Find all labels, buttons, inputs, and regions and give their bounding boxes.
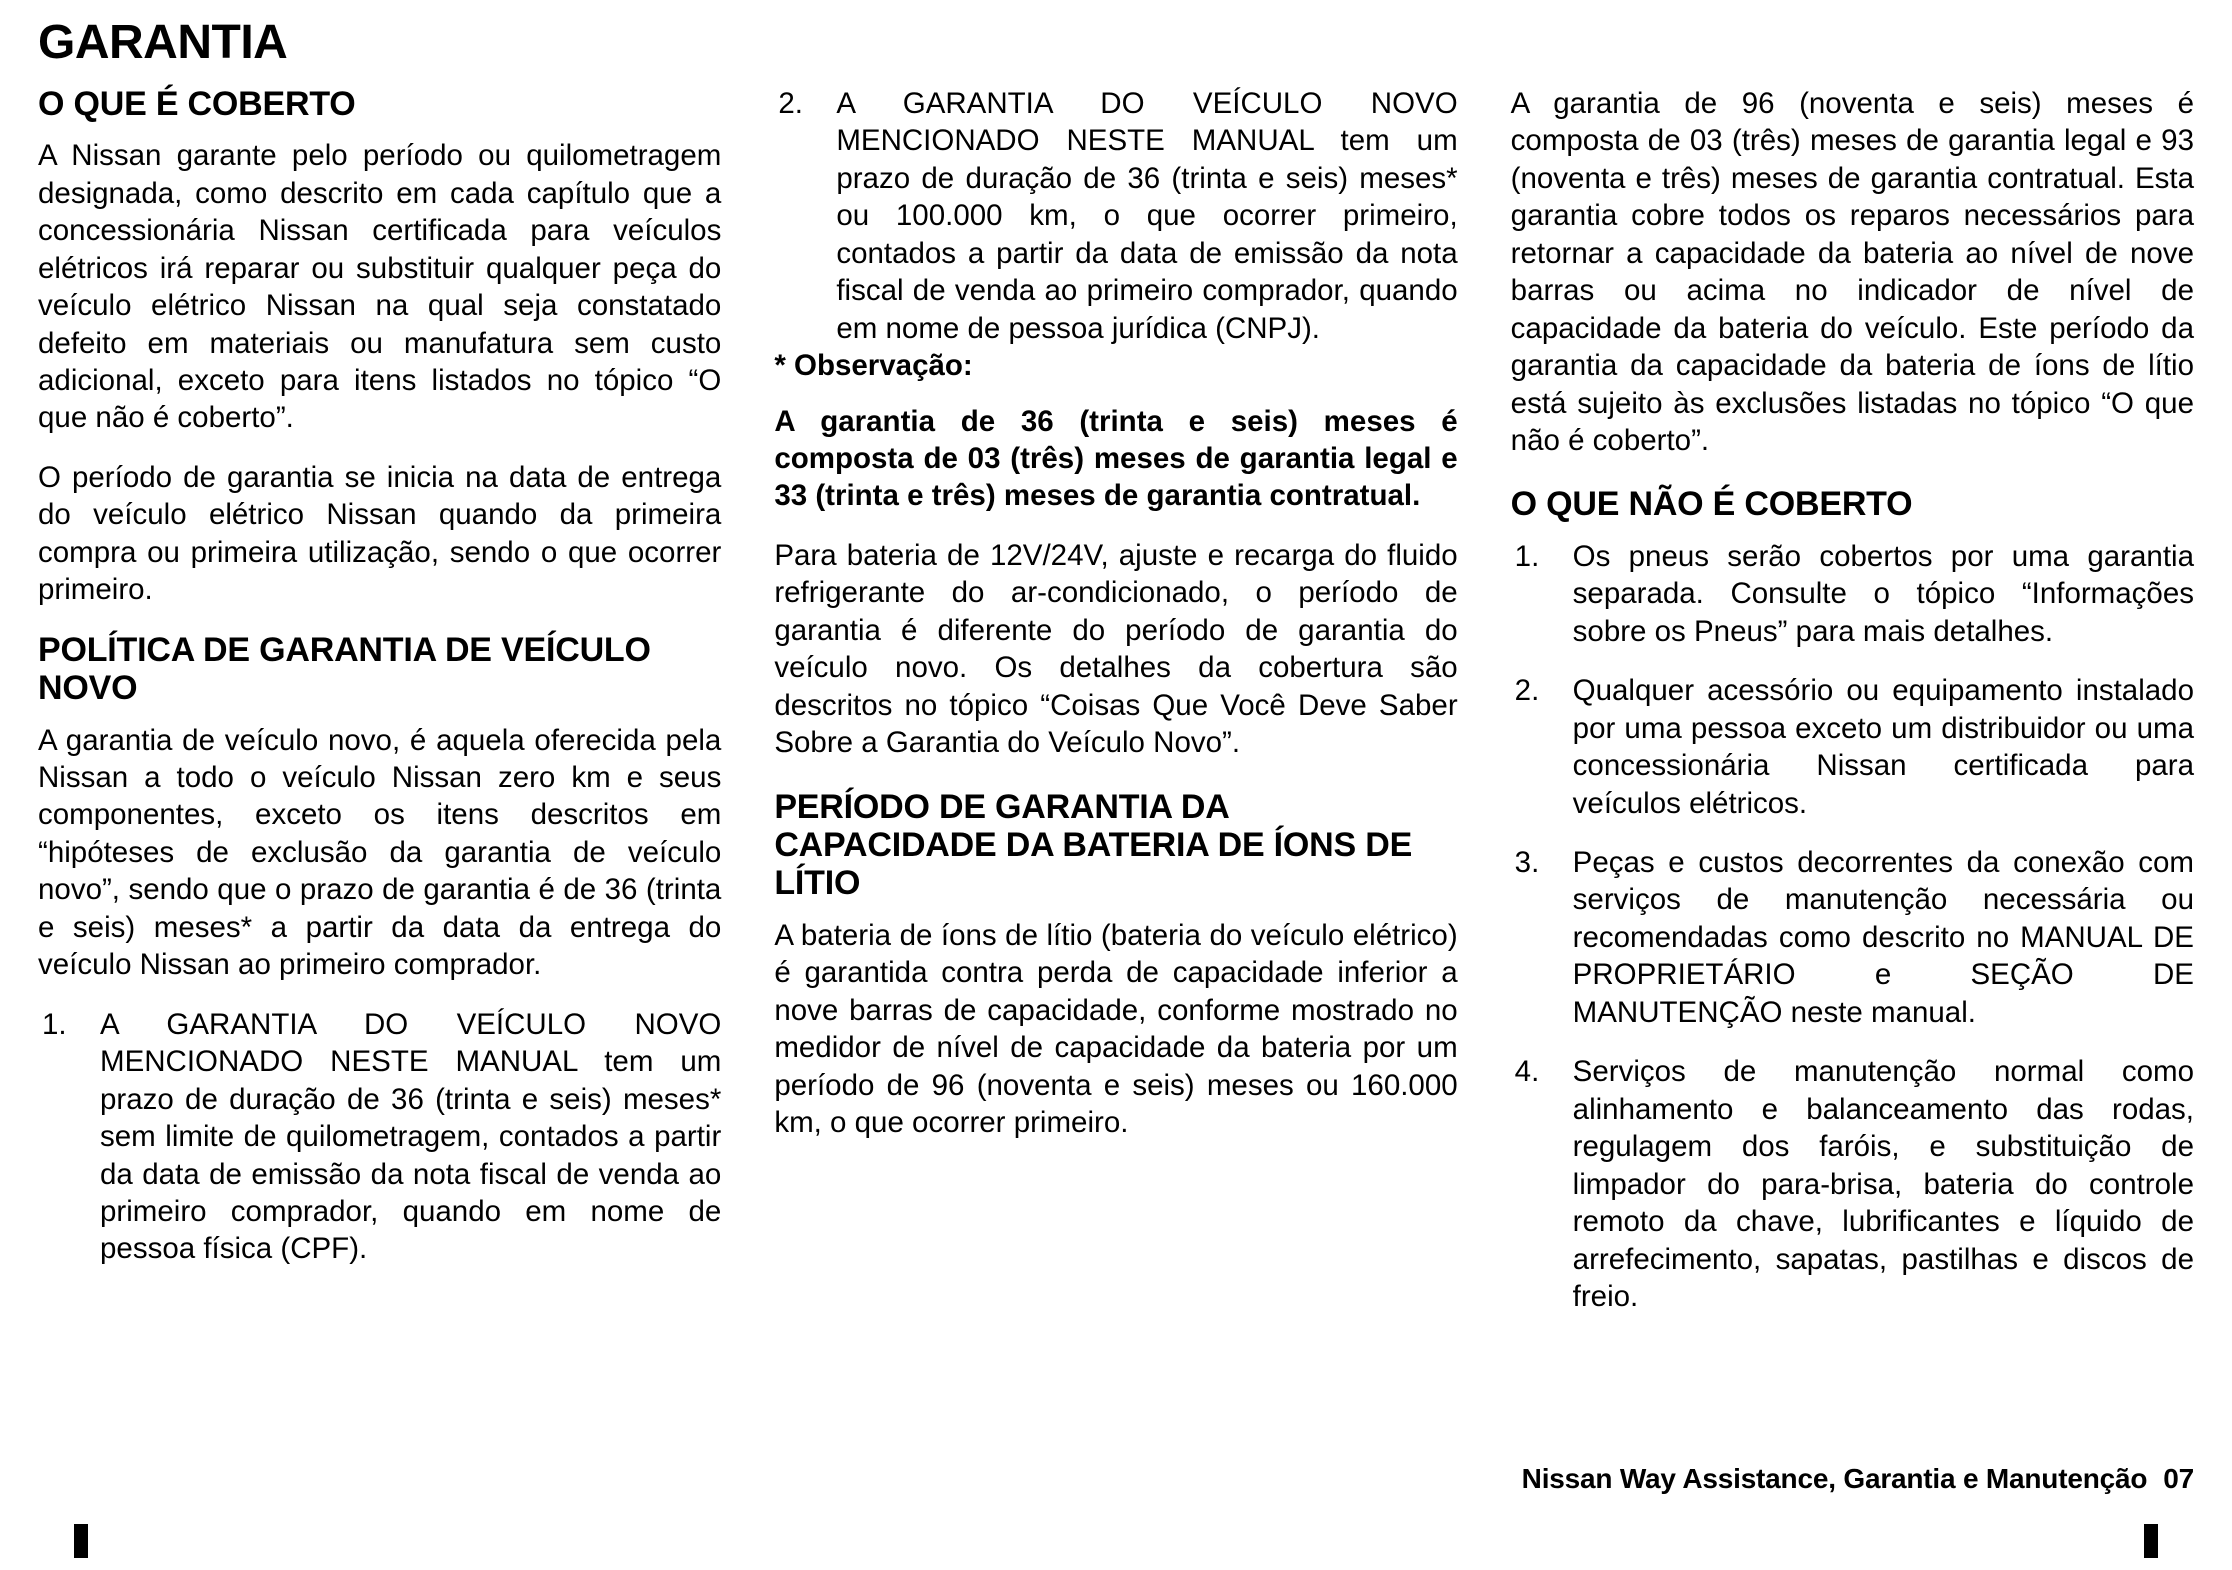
list-item xyxy=(774,85,1457,347)
heading-periodo-garantia-bateria-litio: PERÍODO DE GARANTIA DA CAPACIDADE DA BATERIA DE ÍONS DE LÍTIO xyxy=(774,787,1413,903)
heading-o-que-nao-e-coberto: O QUE NÃO É COBERTO xyxy=(1510,485,1913,524)
list-not-covered xyxy=(1511,538,2194,1316)
list-item xyxy=(38,1006,721,1268)
crop-mark-right xyxy=(2144,1524,2158,1558)
list-item-text: Serviços de manutenção normal como alinhamento e balanceamento das rodas, regulagem dos faróis, e substituição de limpador do para-brisa, bateria do controle remoto da chave, lubrificantes e líquido de arrefecimento, sapatas, pastilhas e discos de freio. xyxy=(1572,1055,2194,1313)
list-item-number: 3. xyxy=(1514,845,1540,879)
column-one xyxy=(38,85,721,1316)
list-item-text: A GARANTIA DO VEÍCULO NOVO MENCIONADO NESTE MANUAL tem um prazo de duração de 36 (trinta e seis) meses* sem limite de quilometragem, contados a partir da data de emissão da nota fiscal de venda ao primeiro comprador, quando em nome de pessoa física (CPF). xyxy=(100,1007,722,1266)
heading-o-que-e-coberto: O QUE É COBERTO xyxy=(38,84,356,123)
column-two xyxy=(774,85,1457,1316)
list-item-number: 2. xyxy=(778,86,803,120)
list-item-number: 1. xyxy=(42,1007,67,1041)
list-item xyxy=(1511,538,2194,650)
paragraph-96-months-warranty: A garantia de 96 (noventa e seis) meses é composta de 03 (três) meses de garantia legal e 93 (noventa e três) meses de garantia contratual. Esta garantia cobre todos os reparos necessários para retornar a capacidade da bateria ao nível de nove barras ou acima no indicador de nível de capacidade da bateria do veículo. Este período da garantia da capacidade da bateria de íons de lítio está sujeito às exclusões listadas no tópico “O que não é coberto”. xyxy=(1510,86,2194,457)
note-label-observacao: * Observação: xyxy=(774,349,973,383)
list-item-text: A GARANTIA DO VEÍCULO NOVO MENCIONADO NESTE MANUAL tem um prazo de duração de 36 (trinta e seis) meses* ou 100.000 km, o que ocorrer primeiro, contados a partir da data de emissão da nota fiscal de venda ao primeiro comprador, quando em nome de pessoa jurídica (CNPJ). xyxy=(836,86,1458,345)
paragraph-warranty-start: O período de garantia se inicia na data de entrega do veículo elétrico Nissan quando da primeira compra ou primeira utilização, sendo o que ocorrer primeiro. xyxy=(38,460,722,607)
page-footer xyxy=(1522,1463,2194,1495)
list-new-vehicle-warranty-cont xyxy=(774,85,1457,347)
column-three xyxy=(1511,85,2194,1316)
list-item xyxy=(1511,1053,2194,1315)
list-item-number: 2. xyxy=(1514,674,1540,708)
page-title: GARANTIA xyxy=(38,16,288,69)
list-item-text: Os pneus serão cobertos por uma garantia separada. Consulte o tópico “Informações sobre os Pneus” para mais detalhes. xyxy=(1572,539,2194,648)
paragraph-coverage-intro: A Nissan garante pelo período ou quilometragem designada, como descrito em cada capítulo que a concessionária Nissan certificada para veículos elétricos irá reparar ou substituir qualquer peça do veículo elétrico Nissan na qual seja constatado defeito em materiais ou manufatura sem custo adicional, exceto para itens listados no tópico “O que não é coberto”. xyxy=(38,139,722,435)
footer-title: Nissan Way Assistance, Garantia e Manutenção xyxy=(1521,1463,2148,1494)
heading-politica-garantia-veiculo-novo: POLÍTICA DE GARANTIA DE VEÍCULO NOVO xyxy=(38,630,651,708)
list-item xyxy=(1511,844,2194,1031)
page-number: 07 xyxy=(2163,1463,2194,1494)
crop-mark-left xyxy=(74,1524,88,1558)
paragraph-new-vehicle-warranty: A garantia de veículo novo, é aquela oferecida pela Nissan a todo o veículo Nissan zero km e seus componentes, exceto os itens descritos em “hipóteses de exclusão da garantia de veículo novo”, sendo que o prazo de garantia é de 36 (trinta e seis) meses* a partir da data da entrega do veículo Nissan ao primeiro comprador. xyxy=(38,723,722,982)
three-column-layout xyxy=(38,85,2194,1316)
paragraph-lithium-battery: A bateria de íons de lítio (bateria do veículo elétrico) é garantida contra perda de capacidade inferior a nove barras de capacidade, conforme mostrado no medidor de nível de capacidade da bateria por um período de 96 (noventa e seis) meses ou 160.000 km, o que ocorrer primeiro. xyxy=(774,918,1458,1140)
note-body-observacao: A garantia de 36 (trinta e seis) meses é composta de 03 (três) meses de garantia legal e 33 (trinta e três) meses de garantia contratual. xyxy=(774,404,1458,513)
list-item xyxy=(1511,672,2194,822)
list-item-text: Peças e custos decorrentes da conexão com serviços de manutenção necessária ou recomendadas como descrito no MANUAL DE PROPRIETÁRIO e SEÇÃO DE MANUTENÇÃO neste manual. xyxy=(1572,845,2194,1029)
paragraph-battery-12v24v: Para bateria de 12V/24V, ajuste e recarga do fluido refrigerante do ar-condicionado, o período de garantia é diferente do período de garantia do veículo novo. Os detalhes da cobertura são descritos no tópico “Coisas Que Você Deve Saber Sobre a Garantia do Veículo Novo”. xyxy=(774,538,1458,760)
list-item-number: 4. xyxy=(1514,1055,1540,1089)
list-item-number: 1. xyxy=(1514,539,1540,573)
list-new-vehicle-warranty xyxy=(38,1006,721,1268)
list-item-text: Qualquer acessório ou equipamento instalado por uma pessoa exceto um distribuidor ou uma concessionária Nissan certificada para veículos elétricos. xyxy=(1572,674,2194,820)
